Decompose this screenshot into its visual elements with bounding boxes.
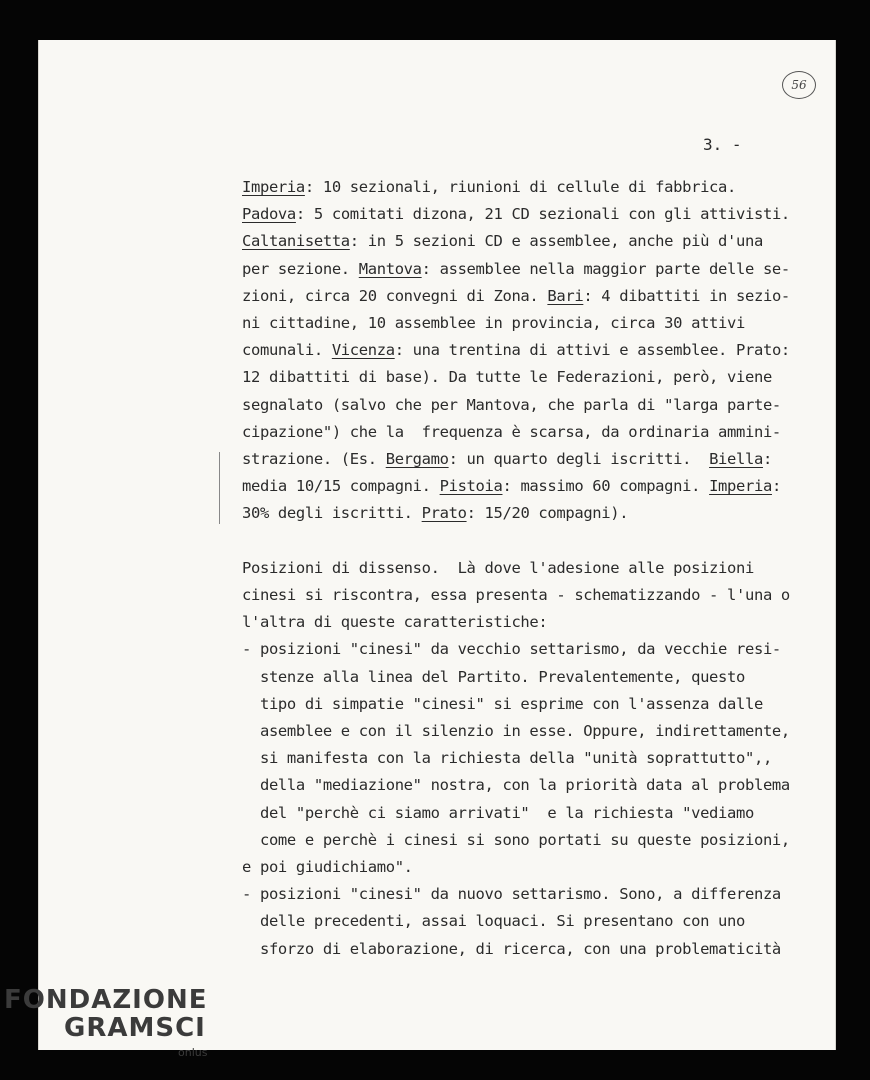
text-line (242, 337, 790, 364)
text-run: stenze alla linea del Partito. Prevalentemente, questo (242, 667, 745, 686)
page-number: 3. - (703, 135, 742, 154)
text-line (242, 500, 628, 527)
text-run: - posizioni "cinesi" da nuovo settarismo. Sono, a differenza (242, 885, 781, 904)
text-run: : in 5 sezioni CD e assemblee, anche più d'una (349, 232, 763, 251)
text-line (242, 636, 781, 663)
text-run: del "perchè ci siamo arrivati" e la richiesta "vediamo (242, 803, 754, 822)
fondazione-gramsci-logo (4, 985, 208, 1059)
text-line (242, 800, 754, 827)
text-line (242, 718, 790, 745)
text-line (242, 691, 763, 718)
text-run: : massimo 60 compagni. (502, 477, 710, 496)
text-line (242, 228, 763, 255)
text-line (242, 555, 754, 582)
text-run: e poi giudichiamo". (242, 858, 413, 876)
logo-line-3: onlus (178, 1046, 208, 1059)
text-line (242, 582, 790, 609)
underlined-place: Biella (709, 450, 763, 468)
underlined-place: Imperia (709, 477, 772, 496)
text-line (242, 772, 790, 799)
margin-bracket (219, 452, 226, 524)
text-run: : 10 sezionali, riunioni di cellule di fabbrica. (304, 178, 737, 196)
underlined-place: Mantova (358, 259, 422, 278)
text-line (242, 745, 772, 772)
text-line (242, 609, 547, 636)
text-run: : 5 comitati dizona, 21 CD sezionali con gli attivisti. (295, 205, 790, 224)
text-run: : (762, 450, 772, 468)
text-run: zioni, circa 20 convegni di Zona. (242, 286, 548, 305)
text-run: tipo di simpatie "cinesi" si esprime con l'assenza dalle (242, 694, 763, 713)
text-run: - posizioni "cinesi" da vecchio settarismo, da vecchie resi- (242, 640, 781, 659)
text-line (242, 473, 781, 500)
logo-line-1: FONDAZIONE (4, 985, 208, 1015)
text-run: per sezione. (242, 259, 359, 278)
text-run: media 10/15 compagni. (242, 477, 440, 496)
text-line (242, 392, 781, 419)
text-run: strazione. (Es. (242, 450, 386, 468)
underlined-place: Padova (242, 205, 296, 224)
text-line (242, 664, 745, 691)
text-line (242, 936, 781, 963)
text-line (242, 827, 790, 854)
text-run: 12 dibattiti di base). Da tutte le Federazioni, però, viene (242, 368, 772, 387)
text-run: cipazione") che la frequenza è scarsa, da ordinaria ammini- (242, 422, 781, 441)
text-run: : una trentina di attivi e assemblee. Prato: (394, 341, 790, 360)
text-line (242, 256, 790, 283)
text-run: : (771, 477, 781, 496)
underlined-place: Pistoia (439, 477, 503, 496)
text-run: cinesi si riscontra, essa presenta - schematizzando - l'una o (242, 586, 790, 604)
text-run: ni cittadine, 10 assemblee in provincia, circa 30 attivi (242, 314, 745, 332)
text-run: segnalato (salvo che per Mantova, che parla di "larga parte- (242, 395, 781, 414)
text-line (242, 419, 781, 446)
text-run: l'altra di queste caratteristiche: (242, 613, 548, 632)
text-line (242, 446, 772, 473)
text-run: Posizioni di dissenso. Là dove l'adesione alle posizioni (242, 558, 754, 577)
text-run: 30% degli iscritti. (242, 504, 422, 523)
underlined-place: Vicenza (331, 341, 395, 360)
text-run: : assemblee nella maggior parte delle se- (421, 259, 790, 278)
text-run: : 15/20 compagni). (466, 504, 629, 523)
document-page (38, 40, 836, 1050)
text-line (242, 364, 772, 391)
text-run: : 4 dibattiti in sezio- (583, 286, 790, 305)
text-line (242, 174, 736, 201)
text-run: comunali. (242, 341, 332, 360)
text-line (242, 881, 781, 908)
text-run: come e perchè i cinesi si sono portati su queste posizioni, (242, 830, 790, 849)
underlined-place: Caltanisetta (242, 232, 350, 251)
text-run: delle precedenti, assai loquaci. Si presentano con uno (242, 912, 745, 931)
text-line (242, 201, 790, 228)
text-run: asemblee e con il silenzio in esse. Oppure, indirettamente, (242, 722, 790, 740)
underlined-place: Bergamo (385, 450, 449, 468)
text-line (242, 283, 790, 310)
text-line (242, 310, 745, 337)
underlined-place: Imperia (242, 178, 305, 196)
page-stamp: 56 (782, 71, 816, 99)
text-run: della "mediazione" nostra, con la priorità data al problema (242, 776, 790, 795)
text-run: sforzo di elaborazione, di ricerca, con una problematicità (242, 939, 781, 958)
underlined-place: Prato (421, 504, 467, 523)
text-line (242, 854, 413, 881)
text-line (242, 908, 745, 935)
text-run: : un quarto degli iscritti. (448, 450, 710, 468)
text-run: si manifesta con la richiesta della "unità soprattutto",, (242, 749, 772, 768)
logo-line-2: GRAMSCI (64, 1013, 206, 1043)
underlined-place: Bari (547, 286, 584, 305)
